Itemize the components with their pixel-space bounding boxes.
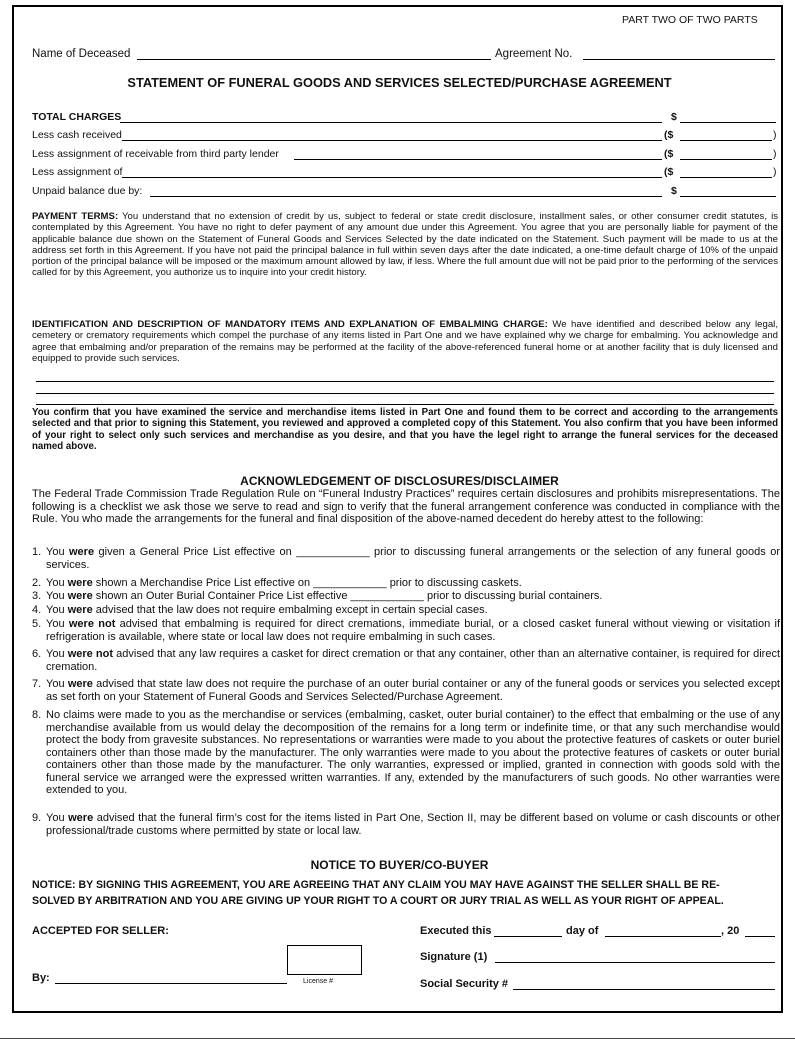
- item-number: 3.: [32, 590, 42, 602]
- item-text-emphasis: were: [69, 546, 95, 558]
- disclosure-item: [32, 590, 780, 603]
- item-number: 9.: [32, 812, 42, 824]
- year-label: , 20: [721, 925, 740, 937]
- item-text-pre: You: [46, 618, 69, 630]
- item-number: 7.: [32, 678, 42, 690]
- charge-label: Less assignment of: [32, 166, 123, 178]
- currency-prefix: ($: [664, 129, 674, 141]
- charge-label: Less assignment of receivable from third party lender: [32, 148, 279, 160]
- explanation-line-3[interactable]: [36, 404, 774, 405]
- accepted-label: ACCEPTED FOR SELLER:: [32, 925, 169, 937]
- page-edge-line: [0, 1038, 795, 1039]
- notice-line-2: SOLVED BY ARBITRATION AND YOU ARE GIVING UP YOUR RIGHT TO A COURT OR JURY TRIAL AS WELL AS YOUR RIGHT OF APPEAL.: [32, 895, 724, 907]
- item-text-pre: You: [46, 604, 68, 616]
- executed-month-field[interactable]: [605, 936, 721, 937]
- by-label: By:: [32, 972, 50, 984]
- disclosure-item: [32, 604, 780, 617]
- item-text-pre: You: [46, 812, 69, 824]
- charge-description-line[interactable]: [294, 159, 662, 160]
- item-text-emphasis: were not: [68, 618, 116, 630]
- currency-suffix: ): [773, 129, 777, 141]
- acknowledgement-intro: The Federal Trade Commission Trade Regulation Rule on “Funeral Industry Practices” requires certain disclosures and prohibits misrepresentations. The following is a checklist we ask those we serve to read and sign to verify that the funeral arrangement conference was conducted in compliance with the Rule. You who made the arrangements for the funeral and final disposition of the above-named decedent do hereby attest to the following:: [32, 488, 780, 526]
- charge-row: [32, 111, 777, 125]
- explanation-line-1[interactable]: [36, 381, 774, 382]
- item-text-pre: You: [46, 648, 68, 660]
- amount-field[interactable]: [680, 159, 772, 160]
- executed-label: Executed this: [420, 925, 492, 937]
- identification-section: [32, 319, 778, 364]
- disclosure-item: [32, 546, 780, 571]
- item-text: [46, 678, 780, 703]
- currency-suffix: ): [773, 148, 777, 160]
- identification-heading: IDENTIFICATION AND DESCRIPTION OF MANDATORY ITEMS AND EXPLANATION OF EMBALMING CHARGE:: [32, 319, 548, 330]
- item-text: [46, 546, 780, 571]
- item-number: 4.: [32, 604, 42, 616]
- item-number: 6.: [32, 648, 42, 660]
- charge-label: Unpaid balance due by:: [32, 185, 143, 197]
- deceased-field[interactable]: [137, 59, 491, 60]
- disclosure-item: [32, 618, 780, 643]
- item-text-post: shown a Merchandise Price List effective on ____________ prior to discussing caskets.: [92, 577, 522, 589]
- signature-field[interactable]: [495, 962, 775, 963]
- item-text-post: advised that the law does not require embalming except in certain special cases.: [92, 604, 488, 616]
- charge-row: [32, 129, 777, 143]
- amount-field[interactable]: [680, 122, 776, 123]
- currency-prefix: $: [671, 111, 677, 123]
- item-number: 1.: [32, 546, 42, 558]
- item-text: [46, 618, 780, 643]
- by-field[interactable]: [55, 983, 287, 984]
- year-field[interactable]: [745, 936, 775, 937]
- charge-description-line[interactable]: [122, 140, 662, 141]
- executed-day-field[interactable]: [494, 936, 562, 937]
- currency-prefix: ($: [664, 148, 674, 160]
- amount-field[interactable]: [680, 140, 772, 141]
- day-of-label: day of: [566, 925, 599, 937]
- ssn-label: Social Security #: [420, 978, 509, 990]
- disclosure-item: [32, 648, 780, 673]
- item-text: [46, 590, 780, 603]
- item-text-pre: You: [46, 577, 68, 589]
- item-text-emphasis: were: [67, 678, 93, 690]
- identification-text: We have identified and described below any legal, cemetery or crematory requirements which compel the purchase of any items listed in Part One and we have explained why we charge for embalming. You acknowledge and agree that embalming and/or preparation of the remains may be performed at the facility of the above-referenced funeral home or at another facility that is duly licensed and equipped to provide such services.: [32, 319, 778, 364]
- item-text-emphasis: were: [67, 604, 93, 616]
- charge-label: Less cash received: [32, 129, 122, 141]
- notice-text: [32, 877, 780, 909]
- ssn-field[interactable]: [513, 989, 775, 990]
- signature-label: Signature (1): [420, 951, 488, 963]
- charge-label: TOTAL CHARGES: [32, 111, 122, 123]
- item-text: [46, 648, 780, 673]
- item-text-emphasis: were: [67, 577, 93, 589]
- item-text: [46, 812, 780, 837]
- payment-terms-heading: PAYMENT TERMS:: [32, 211, 119, 222]
- agreement-field[interactable]: [583, 59, 775, 60]
- item-text-emphasis: were: [67, 590, 93, 602]
- disclosure-item: [32, 709, 780, 797]
- item-number: 8.: [32, 709, 42, 721]
- license-box[interactable]: [287, 945, 362, 975]
- part-label: PART TWO OF TWO PARTS: [622, 14, 758, 26]
- item-text-post: advised that state law does not require the purchase of an outer burial container or any of the funeral goods or services you selected except as set forth on your Statement of Funeral Goods and Services Selected/Purchase Agreement.: [46, 678, 780, 703]
- confirmation-text: You confirm that you have examined the service and merchandise items listed in Part One and found them to be correct and according to the arrangements selected and that prior to signing this Statement, you reviewed and approved a completed copy of this Statement. You also confirm that you have been informed of your right to select only such services and merchandise as you desire, and that you have the legel right to arrange the funeral services for the deceased named above.: [32, 407, 778, 453]
- disclosure-item: [32, 812, 780, 837]
- currency-prefix: $: [671, 185, 677, 197]
- item-text: [46, 604, 780, 617]
- item-text-emphasis: were: [68, 812, 94, 824]
- item-text: [46, 709, 780, 797]
- charge-description-line[interactable]: [150, 196, 662, 197]
- explanation-line-2[interactable]: [36, 393, 774, 394]
- item-text-post: given a General Price List effective on ____________ prior to discussing funeral arrangements or the selection of any funeral goods or services.: [46, 546, 780, 571]
- item-text-post: advised that embalming is required for direct cremations, immediate burial, or a closed casket funeral without viewing or visitation if refrigeration is available, where state or local law does not require embalming in such cases.: [46, 618, 781, 643]
- payment-terms: [32, 211, 778, 279]
- amount-field[interactable]: [680, 177, 772, 178]
- charge-description-line[interactable]: [122, 177, 662, 178]
- charge-row: [32, 166, 777, 180]
- charge-row: [32, 148, 777, 162]
- item-text-pre: You: [46, 678, 68, 690]
- acknowledgement-heading: ACKNOWLEDGEMENT OF DISCLOSURES/DISCLAIMER: [240, 474, 559, 488]
- item-text-post: advised that any law requires a casket for direct cremation or that any container, other than an alternative container, is required for direct cremation.: [46, 648, 781, 673]
- deceased-label: Name of Deceased: [32, 48, 131, 60]
- item-text-post: shown an Outer Burial Container Price List effective ____________ prior to discussing burial containers.: [92, 590, 603, 602]
- item-text-emphasis: were not: [67, 648, 114, 660]
- license-label: License #: [303, 978, 333, 985]
- charge-description-line[interactable]: [120, 122, 662, 123]
- amount-field[interactable]: [680, 196, 776, 197]
- item-number: 2.: [32, 577, 42, 589]
- item-number: 5.: [32, 618, 42, 630]
- item-text-pre: You: [46, 590, 68, 602]
- charge-row: [32, 185, 777, 199]
- disclosure-item: [32, 678, 780, 703]
- item-text-post: advised that the funeral firm’s cost for the items listed in Part One, Section II, may be different based on volume or cash discounts or other professional/trade customs where permitted by state or local law.: [46, 812, 780, 837]
- notice-line-1: NOTICE: BY SIGNING THIS AGREEMENT, YOU ARE AGREEING THAT ANY CLAIM YOU MAY HAVE AGAINST THE SELLER SHALL BE RE-: [32, 879, 720, 891]
- item-text-pre: You: [46, 546, 69, 558]
- currency-suffix: ): [773, 166, 777, 178]
- item-text: [46, 577, 780, 590]
- item-text-pre: No claims were made to you as the merchandise or services (embalming, casket, outer burial container) to the effect that embalming or the use of any merchandise available from us would delay the decomposition of the remains for a long term or indefinite time, or that any such merchandise would protect the body from gravesite substances. No representations or warranties were made to you about the protective features of caskets or outer buriel containers other than those made by the manufacturer. The only warranties were made to you about the protective features of caskets or outer burial containers other than those made by the manufacturer. The only warranties, expressed or implied, granted in connection with goods sold with the funeral service we arranged were the expressed written warranties. If any, extended by the manufacturers of such goods. No other warranties were extended to you.: [46, 709, 780, 796]
- notice-heading: NOTICE TO BUYER/CO-BUYER: [310, 858, 489, 872]
- agreement-label: Agreement No.: [495, 48, 573, 60]
- disclosure-item: [32, 577, 780, 590]
- payment-terms-text: You understand that no extension of credit by us, subject to federal or state credit disclosure, installment sales, or other consumer credit statutes, is contemplated by this Agreement. You have no right to defer payment of any amount due under this Agreement. You agree that you are personally liable for payment of the applicable balance due shown on the Statement of Funeral Goods and Services Selected by the date indicated on the Statement. Such payment will be made to us at the address set forth in this Agreement. If you have not paid the principal balance in full within seven days after the date indicated, a one-time default charge of 10% of the unpaid portion of the principal balance will be imposed or the maximum amount allowed by law, if less. Where the full amount due will not be paid prior to the performing of the services called for by this Agreement, you authorize us to inquire into your credit history.: [32, 211, 778, 279]
- page-title: STATEMENT OF FUNERAL GOODS AND SERVICES SELECTED/PURCHASE AGREEMENT: [127, 75, 672, 90]
- currency-prefix: ($: [664, 166, 674, 178]
